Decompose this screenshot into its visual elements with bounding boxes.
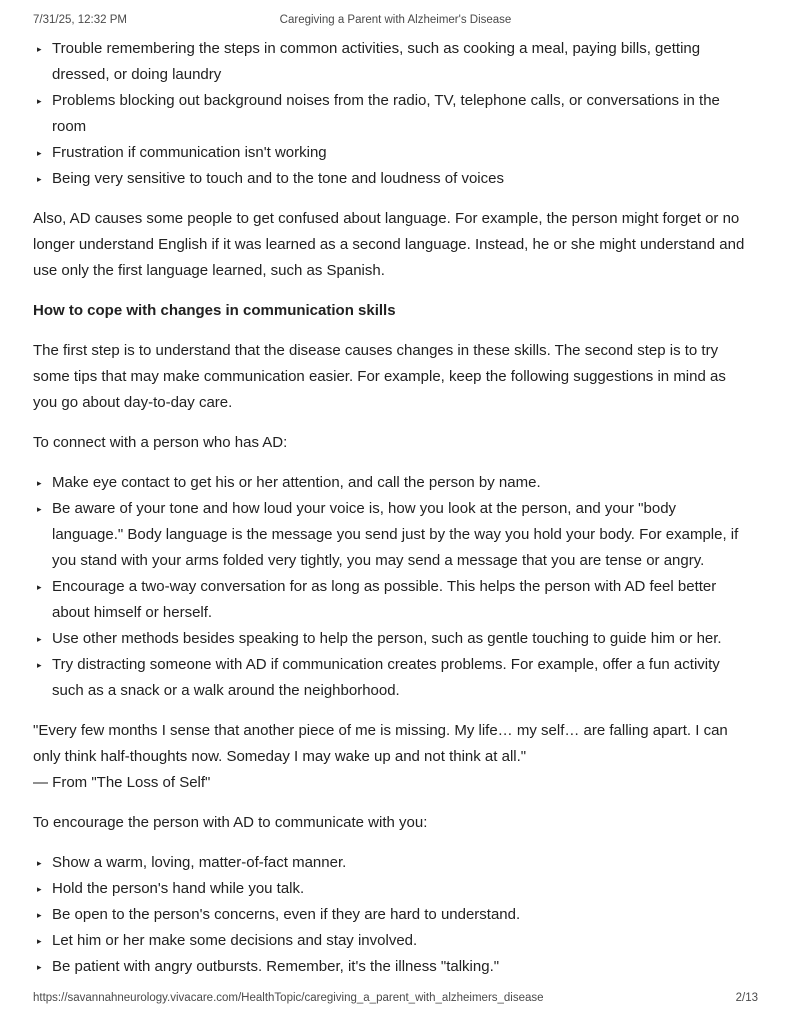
list-item-text: Show a warm, loving, matter-of-fact manner. [52,854,347,871]
page-header [33,14,758,30]
triangle-bullet-icon: ▸ [37,884,42,894]
list-item [33,928,747,954]
footer-url: https://savannahneurology.vivacare.com/HealthTopic/caregiving_a_parent_with_alzheimers_disease [33,992,544,1004]
paragraph-language: Also, AD causes some people to get confused about language. For example, the person might forget or no longer understand English if it was learned as a second language. Instead, he or she might understand and use only the first language learned, such as Spanish. [33,210,745,279]
document-content [33,36,747,994]
list-item [33,36,747,88]
header-datetime: 7/31/25, 12:32 PM [33,14,127,26]
list-item-text: Be aware of your tone and how loud your voice is, how you look at the person, and your "body language." Body language is the message you send just by the way you hold your body. For example, if you stand with your arms folded very tightly, you may send a message that you are tense or angry. [52,500,739,569]
list-item [33,140,747,166]
list-item-text: Encourage a two-way conversation for as long as possible. This helps the person with AD feel better about himself or herself. [52,578,717,621]
paragraph-first-step: The first step is to understand that the disease causes changes in these skills. The second step is to try some tips that may make communication easier. For example, keep the following suggestions in mind as you go about day-to-day care. [33,342,726,411]
list-item [33,626,747,652]
list-item [33,850,747,876]
triangle-bullet-icon: ▸ [37,962,42,972]
list-item-text: Let him or her make some decisions and stay involved. [52,932,418,949]
list-item-text: Be open to the person's concerns, even if they are hard to understand. [52,906,521,923]
triangle-bullet-icon: ▸ [37,96,42,106]
footer-page-number: 2/13 [735,992,758,1004]
encourage-tips-list [33,850,747,980]
triangle-bullet-icon: ▸ [37,936,42,946]
triangle-bullet-icon: ▸ [37,858,42,868]
list-item [33,652,747,704]
quote-paragraph [33,718,747,796]
list-item [33,954,747,980]
list-item [33,902,747,928]
connect-tips-list [33,470,747,704]
list-item-text: Frustration if communication isn't working [52,144,327,161]
list-item-text: Be patient with angry outbursts. Remember, it's the illness "talking." [52,958,500,975]
triangle-bullet-icon: ▸ [37,634,42,644]
page-footer [33,992,758,1004]
list-item-text: Trouble remembering the steps in common activities, such as cooking a meal, paying bills, getting dressed, or doing laundry [52,40,701,83]
triangle-bullet-icon: ▸ [37,478,42,488]
list-item-text: Problems blocking out background noises from the radio, TV, telephone calls, or conversations in the room [52,92,720,135]
list-item [33,166,747,192]
triangle-bullet-icon: ▸ [37,174,42,184]
paragraph-connect-intro: To connect with a person who has AD: [33,434,288,451]
triangle-bullet-icon: ▸ [37,44,42,54]
list-item [33,496,747,574]
triangle-bullet-icon: ▸ [37,660,42,670]
quote-attribution: — From "The Loss of Self" [33,774,211,791]
list-item [33,88,747,140]
list-item-text: Hold the person's hand while you talk. [52,880,305,897]
header-title: Caregiving a Parent with Alzheimer's Disease [279,14,512,26]
triangle-bullet-icon: ▸ [37,148,42,158]
paragraph-encourage-intro: To encourage the person with AD to communicate with you: [33,814,428,831]
quote-text: "Every few months I sense that another piece of me is missing. My life… my self… are falling apart. I can only think half-thoughts now. Someday I may wake up and not think at all." [33,722,728,765]
list-item-text: Being very sensitive to touch and to the tone and loudness of voices [52,170,504,187]
triangle-bullet-icon: ▸ [37,910,42,920]
triangle-bullet-icon: ▸ [37,582,42,592]
symptoms-list [33,36,747,192]
list-item [33,574,747,626]
triangle-bullet-icon: ▸ [37,504,42,514]
list-item-text: Make eye contact to get his or her attention, and call the person by name. [52,474,541,491]
list-item-text: Use other methods besides speaking to help the person, such as gentle touching to guide him or her. [52,630,722,647]
list-item-text: Try distracting someone with AD if communication creates problems. For example, offer a fun activity such as a snack or a walk around the neighborhood. [52,656,720,699]
list-item [33,470,747,496]
section-heading-cope: How to cope with changes in communication skills [33,302,396,319]
list-item [33,876,747,902]
